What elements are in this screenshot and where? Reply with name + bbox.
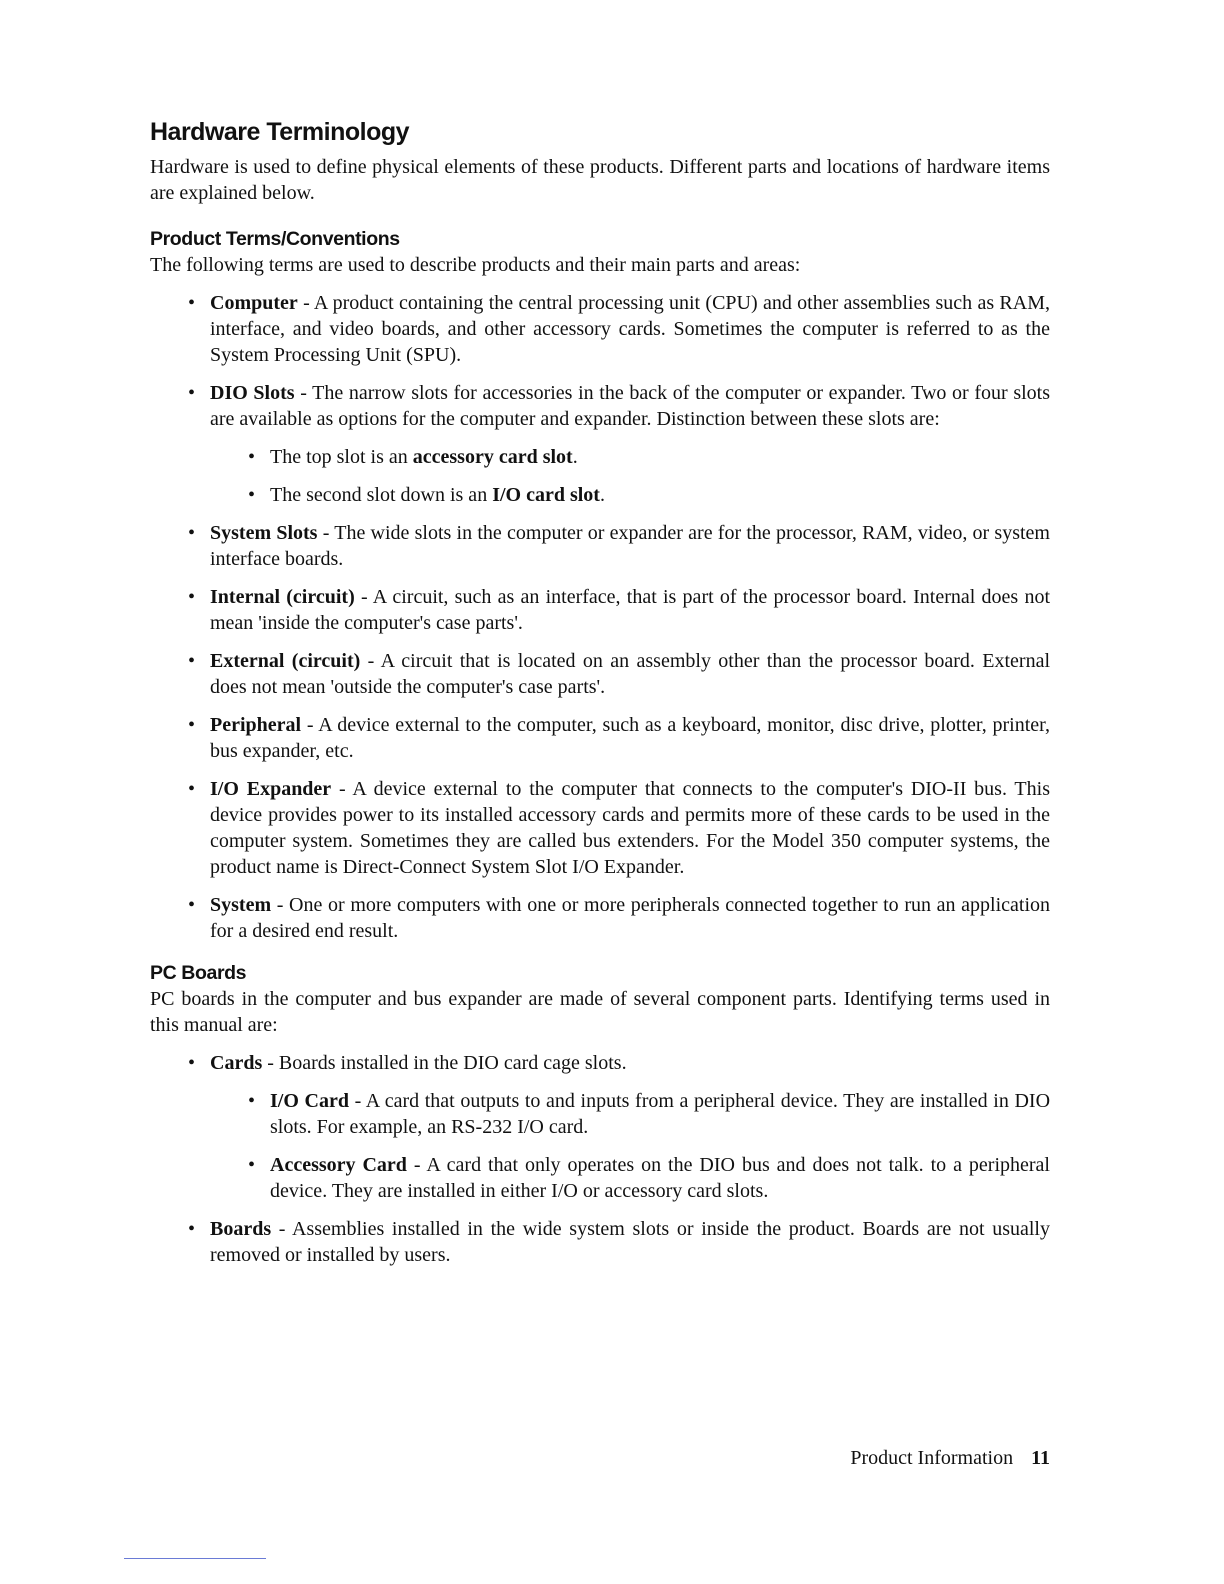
- bullet-icon: •: [188, 894, 196, 916]
- definition: - The narrow slots for accessories in the back of the computer or expander. Two or four slots are available as options for the computer and expander. Distinction between these slots are:: [210, 382, 1051, 430]
- document-page: [150, 116, 1050, 1280]
- term: System Slots: [210, 522, 318, 544]
- term: Boards: [210, 1218, 272, 1240]
- term: External (circuit): [210, 650, 361, 672]
- sub-text: The second slot down is an: [270, 484, 493, 506]
- bullet-icon: •: [188, 1052, 196, 1074]
- bullet-icon: •: [188, 586, 196, 608]
- pc-boards-list: [150, 1050, 1050, 1268]
- bullet-icon: •: [188, 1218, 196, 1240]
- pc-boards-heading: PC Boards: [150, 962, 247, 984]
- list-item: [150, 1050, 1050, 1204]
- definition: - The wide slots in the computer or expander are for the processor, RAM, video, or system interface boards.: [210, 522, 1050, 570]
- list-item: [150, 648, 1050, 700]
- sub-text: .: [599, 484, 605, 506]
- bullet-icon: •: [188, 714, 196, 736]
- footer-label: Product Information: [850, 1447, 1014, 1469]
- term: I/O Expander: [210, 778, 332, 800]
- list-item: [150, 380, 1050, 508]
- definition: - Assemblies installed in the wide system slots or inside the product. Boards are not usually removed or installed by users.: [210, 1218, 1050, 1266]
- cards-sublist: [210, 1088, 1050, 1204]
- term: System: [210, 894, 272, 916]
- page-title: Hardware Terminology: [150, 118, 410, 146]
- list-item: [150, 892, 1050, 944]
- list-item: [150, 712, 1050, 764]
- sub-list-item: [210, 482, 1050, 508]
- page-footer: [850, 1447, 1050, 1470]
- bullet-icon: •: [188, 292, 196, 314]
- definition: - A product containing the central processing unit (CPU) and other assemblies such as RAM, interface, and video boards, and other accessory cards. Sometimes the computer is referred to as the System Processing Unit (SPU).: [210, 292, 1050, 366]
- bullet-icon: •: [188, 382, 196, 404]
- term: DIO Slots: [210, 382, 295, 404]
- sub-text: The top slot is an: [270, 446, 413, 468]
- term: Computer: [210, 292, 298, 314]
- list-item: [150, 290, 1050, 368]
- list-item: [150, 776, 1050, 880]
- sub-text: - A card that only operates on the DIO bus and does not talk. to a peripheral device. They are installed in either I/O or accessory card slots.: [270, 1154, 1050, 1202]
- sub-term: Accessory Card: [270, 1154, 407, 1176]
- bullet-icon: •: [188, 522, 196, 544]
- sub-text: - A card that outputs to and inputs from a peripheral device. They are installed in DIO slots. For example, an RS-232 I/O card.: [270, 1090, 1051, 1138]
- bullet-icon: •: [188, 650, 196, 672]
- product-terms-heading: Product Terms/Conventions: [150, 228, 400, 250]
- list-item: [150, 520, 1050, 572]
- sub-term: I/O card slot: [492, 484, 600, 506]
- definition: - Boards installed in the DIO card cage slots.: [262, 1052, 627, 1074]
- sub-term: accessory card slot: [412, 446, 573, 468]
- term: Internal (circuit): [210, 586, 355, 608]
- footer-rule: [124, 1558, 266, 1559]
- page-number: 11: [1031, 1447, 1050, 1469]
- sub-list-item: [210, 1088, 1050, 1140]
- bullet-icon: •: [248, 446, 256, 468]
- product-terms-lead: The following terms are used to describe products and their main parts and areas:: [150, 254, 801, 276]
- pc-boards-lead: PC boards in the computer and bus expander are made of several component parts. Identifying terms used in this manual are:: [150, 988, 1050, 1036]
- bullet-icon: •: [248, 1154, 256, 1176]
- product-terms-list: [150, 290, 1050, 944]
- sub-term: I/O Card: [270, 1090, 349, 1112]
- bullet-icon: •: [188, 778, 196, 800]
- sub-text: .: [572, 446, 578, 468]
- dio-slot-sublist: [210, 444, 1050, 508]
- list-item: [150, 1216, 1050, 1268]
- definition: - A device external to the computer, such as a keyboard, monitor, disc drive, plotter, printer, bus expander, etc.: [210, 714, 1050, 762]
- bullet-icon: •: [248, 1090, 256, 1112]
- list-item: [150, 584, 1050, 636]
- term: Cards: [210, 1052, 263, 1074]
- intro-paragraph: Hardware is used to define physical elements of these products. Different parts and locations of hardware items are explained below.: [150, 156, 1050, 204]
- definition: - A device external to the computer that connects to the computer's DIO-II bus. This device provides power to its installed accessory cards and permits more of these cards to be used in the computer system. Sometimes they are called bus extenders. For the Model 350 computer systems, the product name is Direct-Connect System Slot I/O Expander.: [210, 778, 1050, 878]
- definition: - A circuit, such as an interface, that is part of the processor board. Internal does not mean 'inside the computer's case parts'.: [210, 586, 1050, 634]
- definition: - One or more computers with one or more peripherals connected together to run an application for a desired end result.: [210, 894, 1050, 942]
- sub-list-item: [210, 444, 1050, 470]
- sub-list-item: [210, 1152, 1050, 1204]
- definition: - A circuit that is located on an assembly other than the processor board. External does not mean 'outside the computer's case parts'.: [210, 650, 1051, 698]
- term: Peripheral: [210, 714, 302, 736]
- bullet-icon: •: [248, 484, 256, 506]
